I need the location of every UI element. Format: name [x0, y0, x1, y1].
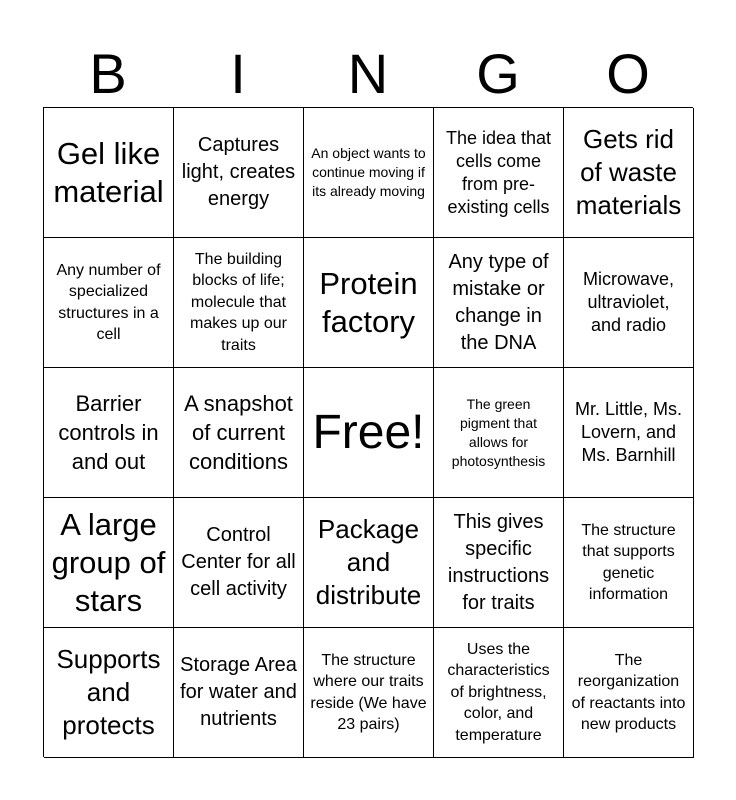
cell-text: Gel like material: [53, 135, 164, 209]
bingo-cell[interactable]: [44, 108, 174, 238]
cell-text: This gives specific instructions for traits: [447, 510, 550, 614]
cell-text: Storage Area for water and nutrients: [180, 654, 297, 730]
cell-text: Control Center for all cell activity: [181, 524, 296, 600]
header-letter-o: O: [606, 42, 650, 105]
cell-text: Gets rid of waste materials: [575, 124, 682, 220]
free-space-cell[interactable]: [304, 368, 434, 498]
free-space-text: Free!: [312, 405, 425, 459]
bingo-cell[interactable]: [434, 238, 564, 368]
bingo-cell[interactable]: [174, 368, 304, 498]
header-letter-i: I: [230, 42, 246, 105]
bingo-cell[interactable]: [434, 628, 564, 758]
cell-text: Microwave, ultraviolet, and radio: [582, 269, 675, 335]
cell-text: Package and distribute: [315, 514, 422, 610]
bingo-cell[interactable]: [434, 368, 564, 498]
cell-text: A large group of stars: [51, 506, 166, 618]
header-letter-b: B: [89, 42, 127, 105]
cell-text: A snapshot of current conditions: [184, 391, 293, 474]
cell-text: The structure that supports genetic information: [581, 521, 676, 603]
bingo-cell[interactable]: [434, 498, 564, 628]
bingo-cell[interactable]: [564, 628, 694, 758]
cell-text: Mr. Little, Ms. Lovern, and Ms. Barnhill: [574, 399, 682, 465]
bingo-cell[interactable]: [44, 368, 174, 498]
cell-text: Uses the characteristics of brightness, color, and temperature: [447, 640, 550, 744]
cell-text: The reorganization of reactants into new products: [571, 651, 686, 733]
cell-text: Any type of mistake or change in the DNA: [448, 250, 549, 354]
bingo-cell[interactable]: [564, 238, 694, 368]
cell-text: An object wants to continue moving if its already moving: [311, 145, 426, 199]
bingo-board: [43, 107, 693, 757]
cell-text: Captures light, creates energy: [181, 134, 296, 210]
cell-text: The structure where our traits reside (We have 23 pairs): [310, 651, 427, 733]
cell-text: Barrier controls in and out: [58, 391, 159, 474]
cell-text: The building blocks of life; molecule that makes up our traits: [190, 250, 287, 354]
bingo-cell[interactable]: [304, 238, 434, 368]
header-letter-n: N: [347, 42, 389, 105]
bingo-cell[interactable]: [564, 108, 694, 238]
bingo-cell[interactable]: [304, 498, 434, 628]
bingo-cell[interactable]: [44, 238, 174, 368]
bingo-cell[interactable]: [174, 238, 304, 368]
bingo-cell[interactable]: [434, 108, 564, 238]
cell-text: Protein factory: [319, 265, 418, 339]
bingo-cell[interactable]: [564, 498, 694, 628]
bingo-cell[interactable]: [44, 498, 174, 628]
bingo-cell[interactable]: [564, 368, 694, 498]
bingo-cell[interactable]: [304, 108, 434, 238]
bingo-cell[interactable]: [174, 108, 304, 238]
header-letter-g: G: [476, 42, 520, 105]
cell-text: Supports and protects: [56, 644, 161, 740]
cell-text: Any number of specialized structures in a cell: [56, 261, 161, 343]
bingo-cell[interactable]: [304, 628, 434, 758]
bingo-cell[interactable]: [44, 628, 174, 758]
cell-text: The idea that cells come from pre-existing cells: [445, 127, 552, 217]
bingo-cell[interactable]: [174, 498, 304, 628]
bingo-header: [43, 40, 693, 108]
bingo-cell[interactable]: [174, 628, 304, 758]
cell-text: The green pigment that allows for photosynthesis: [451, 395, 546, 469]
